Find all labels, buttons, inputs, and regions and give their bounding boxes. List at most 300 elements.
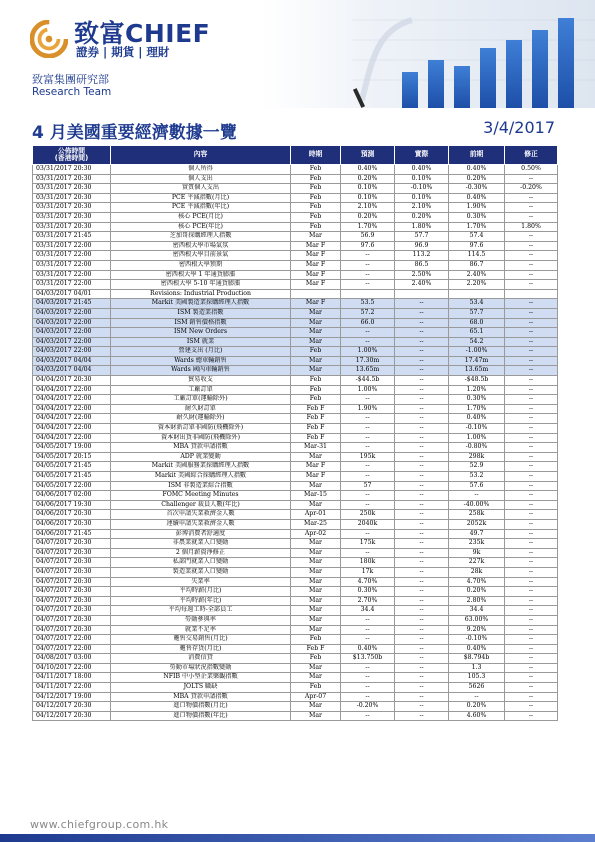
table-cell: -- — [505, 318, 558, 328]
table-cell: -- — [395, 491, 449, 501]
table-cell: FOMC Meeting Minutes — [111, 491, 291, 501]
table-cell: MBA 貸款申請指數 — [111, 692, 291, 702]
table-cell: 0.20% — [341, 212, 395, 222]
table-cell: -0.30% — [449, 184, 505, 194]
table-row — [33, 711, 558, 721]
table-cell: -- — [505, 539, 558, 549]
table-cell: Mar — [291, 587, 341, 597]
chief-logo-icon — [30, 20, 68, 58]
table-cell: 2.70% — [341, 596, 395, 606]
table-cell: 04/07/2017 20:30 — [33, 577, 111, 587]
table-cell: 資本財出貨非國防(飛機除外) — [111, 433, 291, 443]
table-cell: Feb F — [291, 644, 341, 654]
table-row — [33, 654, 558, 664]
table-row — [33, 299, 558, 309]
table-cell: -- — [505, 193, 558, 203]
table-cell: -- — [505, 654, 558, 664]
table-cell: Apr-02 — [291, 529, 341, 539]
table-cell: 貿易收支 — [111, 376, 291, 386]
table-cell: -- — [395, 587, 449, 597]
table-row — [33, 193, 558, 203]
report-date: 3/4/2017 — [483, 118, 555, 137]
table-cell: 17k — [341, 567, 395, 577]
table-cell: -- — [505, 395, 558, 405]
table-cell: 04/04/2017 20:30 — [33, 376, 111, 386]
table-cell: -- — [505, 529, 558, 539]
table-cell: 1.00% — [449, 433, 505, 443]
table-cell: JOLTS 職缺 — [111, 683, 291, 693]
table-cell: -- — [505, 491, 558, 501]
table-cell: Markit 美國服務業採購經理人指數 — [111, 462, 291, 472]
table-cell: 實質個人支出 — [111, 184, 291, 194]
table-cell: -- — [395, 385, 449, 395]
table-cell: 耐久財(運輸除外) — [111, 414, 291, 424]
table-row — [33, 347, 558, 357]
table-cell: Feb — [291, 347, 341, 357]
table-row — [33, 356, 558, 366]
table-cell: 製造業就業人口變動 — [111, 567, 291, 577]
table-row — [33, 251, 558, 261]
table-row — [33, 529, 558, 539]
table-cell: 5626 — [449, 683, 505, 693]
table-cell: -- — [505, 702, 558, 712]
table-cell: 17.30m — [341, 356, 395, 366]
table-cell: 258k — [449, 510, 505, 520]
table-cell: -- — [505, 174, 558, 184]
table-cell: Feb — [291, 165, 341, 175]
table-cell: 227k — [449, 558, 505, 568]
table-cell: 工廠訂單(運輸除外) — [111, 395, 291, 405]
table-cell: -- — [395, 558, 449, 568]
table-cell: 13.65m — [341, 366, 395, 376]
table-cell: Feb — [291, 376, 341, 386]
table-row — [33, 414, 558, 424]
table-row — [33, 462, 558, 472]
table-cell: Challenger 裁員人數(年比) — [111, 500, 291, 510]
table-cell: -- — [395, 443, 449, 453]
table-cell: -- — [341, 529, 395, 539]
table-cell: 53.5 — [341, 299, 395, 309]
table-cell: -- — [505, 260, 558, 270]
table-cell: -- — [395, 644, 449, 654]
table-cell: 2 個月薪資淨修正 — [111, 548, 291, 558]
table-cell: -- — [341, 692, 395, 702]
table-cell: 04/06/2017 19:30 — [33, 500, 111, 510]
table-cell: -- — [341, 270, 395, 280]
table-cell: 彭博消費者舒適度 — [111, 529, 291, 539]
table-cell: -- — [505, 433, 558, 443]
table-cell: Mar — [291, 337, 341, 347]
table-row — [33, 548, 558, 558]
table-row — [33, 663, 558, 673]
table-cell: 57 — [341, 481, 395, 491]
table-row — [33, 491, 558, 501]
table-cell: -- — [395, 663, 449, 673]
table-cell: 2.80% — [449, 596, 505, 606]
table-cell: 04/03/2017 22:00 — [33, 347, 111, 357]
table-row — [33, 366, 558, 376]
table-cell: 1.90% — [341, 404, 395, 414]
table-row — [33, 596, 558, 606]
table-row — [33, 395, 558, 405]
table-cell: Mar — [291, 673, 341, 683]
table-cell: 躉售存貨(月比) — [111, 644, 291, 654]
table-cell: 失業率 — [111, 577, 291, 587]
table-cell: 04/03/2017 04/01 — [33, 289, 111, 299]
table-cell — [395, 289, 449, 299]
table-cell: 耐久財訂單 — [111, 404, 291, 414]
brand-en: CHIEF — [125, 19, 211, 48]
table-cell: Mar F — [291, 299, 341, 309]
table-cell: 1.00% — [341, 347, 395, 357]
table-cell: -- — [505, 385, 558, 395]
table-row — [33, 241, 558, 251]
table-row — [33, 232, 558, 242]
table-cell: Mar — [291, 366, 341, 376]
table-cell: -- — [505, 251, 558, 261]
table-cell: Feb — [291, 174, 341, 184]
table-row — [33, 481, 558, 491]
table-cell: 04/06/2017 20:30 — [33, 519, 111, 529]
table-cell: 57.7 — [449, 308, 505, 318]
table-row — [33, 606, 558, 616]
table-row — [33, 452, 558, 462]
table-cell: 54.2 — [449, 337, 505, 347]
table-row — [33, 165, 558, 175]
table-cell: Mar — [291, 606, 341, 616]
table-cell: Mar — [291, 232, 341, 242]
table-cell: 52.9 — [449, 462, 505, 472]
table-cell: -- — [341, 424, 395, 434]
table-cell: Feb F — [291, 404, 341, 414]
table-cell: -- — [395, 596, 449, 606]
table-cell: -- — [395, 299, 449, 309]
table-cell: -- — [395, 337, 449, 347]
table-cell: Feb — [291, 184, 341, 194]
table-row — [33, 222, 558, 232]
table-cell: -- — [395, 606, 449, 616]
table-cell: -1.00% — [449, 347, 505, 357]
table-row — [33, 587, 558, 597]
table-cell: 04/03/2017 04/04 — [33, 356, 111, 366]
table-cell: -- — [505, 232, 558, 242]
page-title: 4 月美國重要經濟數據一覽 — [32, 123, 237, 143]
table-cell: 66.0 — [341, 318, 395, 328]
table-cell: 0.20% — [449, 587, 505, 597]
table-row — [33, 673, 558, 683]
table-cell: Mar — [291, 596, 341, 606]
table-cell: 04/07/2017 20:30 — [33, 587, 111, 597]
table-cell: -- — [505, 558, 558, 568]
table-cell: 03/31/2017 22:00 — [33, 241, 111, 251]
table-cell: 04/12/2017 20:30 — [33, 711, 111, 721]
table-cell: Mar — [291, 539, 341, 549]
table-cell: -- — [395, 376, 449, 386]
table-cell: -- — [341, 433, 395, 443]
table-cell: 235k — [449, 539, 505, 549]
table-row — [33, 443, 558, 453]
table-cell: Mar F — [291, 241, 341, 251]
table-body — [33, 165, 558, 721]
table-cell: 04/07/2017 20:30 — [33, 615, 111, 625]
table-cell: -- — [395, 472, 449, 482]
table-row — [33, 260, 558, 270]
table-cell: 04/11/2017 18:00 — [33, 673, 111, 683]
table-row — [33, 424, 558, 434]
table-cell: -- — [341, 663, 395, 673]
table-cell: -- — [395, 356, 449, 366]
table-row — [33, 203, 558, 213]
table-cell: Mar F — [291, 270, 341, 280]
table-cell: Apr-07 — [291, 692, 341, 702]
table-cell: Feb — [291, 222, 341, 232]
column-header: 預測 — [341, 146, 395, 165]
table-cell: 04/05/2017 21:45 — [33, 462, 111, 472]
table-cell: -- — [395, 615, 449, 625]
table-cell: -0.10% — [449, 424, 505, 434]
table-cell: 勞動市場狀況指數變動 — [111, 663, 291, 673]
table-cell: -- — [341, 337, 395, 347]
table-cell: Feb — [291, 654, 341, 664]
table-cell: 勞動參與率 — [111, 615, 291, 625]
table-cell: Wards 總車輛銷售 — [111, 356, 291, 366]
table-cell: Mar-15 — [291, 491, 341, 501]
table-cell: Feb — [291, 385, 341, 395]
table-cell: Mar — [291, 452, 341, 462]
table-row — [33, 500, 558, 510]
table-row — [33, 328, 558, 338]
table-cell: 53.4 — [449, 299, 505, 309]
table-cell: -- — [505, 452, 558, 462]
table-cell: 65.1 — [449, 328, 505, 338]
table-cell: 86.5 — [395, 260, 449, 270]
table-cell: -- — [341, 251, 395, 261]
table-cell: Mar — [291, 711, 341, 721]
table-cell: 04/12/2017 19:00 — [33, 692, 111, 702]
table-row — [33, 510, 558, 520]
table-cell: 0.10% — [395, 193, 449, 203]
table-cell: 03/31/2017 20:30 — [33, 212, 111, 222]
table-cell: -- — [395, 683, 449, 693]
table-cell: -- — [505, 548, 558, 558]
table-cell: Mar — [291, 702, 341, 712]
table-cell: 0.20% — [449, 702, 505, 712]
table-cell: 0.40% — [449, 165, 505, 175]
table-cell: 1.70% — [449, 404, 505, 414]
table-cell: 04/06/2017 21:45 — [33, 529, 111, 539]
table-cell: 9k — [449, 548, 505, 558]
table-cell: 0.10% — [395, 174, 449, 184]
table-cell: 04/08/2017 03:00 — [33, 654, 111, 664]
table-cell: 04/07/2017 20:30 — [33, 548, 111, 558]
table-cell: -- — [505, 414, 558, 424]
table-cell: 28k — [449, 567, 505, 577]
table-row — [33, 692, 558, 702]
table-cell: 密西根大學 1 年通貨膨脹 — [111, 270, 291, 280]
table-cell: 175k — [341, 539, 395, 549]
table-cell: -- — [395, 529, 449, 539]
table-cell: 68.0 — [449, 318, 505, 328]
table-cell: 57.6 — [449, 481, 505, 491]
table-cell: 97.6 — [341, 241, 395, 251]
table-cell: -- — [395, 510, 449, 520]
table-cell: ISM 製造業指數 — [111, 308, 291, 318]
table-cell: -- — [395, 673, 449, 683]
table-cell: -0.80% — [449, 443, 505, 453]
table-cell: 13.65m — [449, 366, 505, 376]
table-cell: -- — [395, 328, 449, 338]
table-cell: 04/03/2017 22:00 — [33, 328, 111, 338]
table-cell: 03/31/2017 22:00 — [33, 251, 111, 261]
table-cell: ISM New Orders — [111, 328, 291, 338]
table-cell: 0.50% — [505, 165, 558, 175]
table-cell: -- — [505, 366, 558, 376]
table-cell: 04/03/2017 04/04 — [33, 366, 111, 376]
table-row — [33, 404, 558, 414]
table-cell: -- — [395, 462, 449, 472]
table-cell: -- — [505, 443, 558, 453]
table-row — [33, 433, 558, 443]
table-cell: 平均時薪(月比) — [111, 587, 291, 597]
table-cell: -40.00% — [449, 500, 505, 510]
table-cell: 04/04/2017 22:00 — [33, 414, 111, 424]
table-row — [33, 184, 558, 194]
table-cell: Mar — [291, 558, 341, 568]
column-header: 時期 — [291, 146, 341, 165]
table-row — [33, 539, 558, 549]
table-cell: 0.30% — [341, 587, 395, 597]
table-cell — [341, 289, 395, 299]
table-cell: 1.20% — [449, 385, 505, 395]
table-cell: -- — [449, 491, 505, 501]
page-header — [0, 0, 595, 108]
table-cell: -- — [395, 548, 449, 558]
table-cell: 連續申請失業救濟金人數 — [111, 519, 291, 529]
table-cell: -- — [505, 692, 558, 702]
table-cell: 0.10% — [341, 193, 395, 203]
table-cell: Feb — [291, 635, 341, 645]
table-cell: 04/07/2017 20:30 — [33, 625, 111, 635]
table-cell: 4.70% — [449, 577, 505, 587]
table-cell: 49.7 — [449, 529, 505, 539]
table-cell: 298k — [449, 452, 505, 462]
column-header: 前期 — [449, 146, 505, 165]
table-row — [33, 615, 558, 625]
table-cell: 0.40% — [449, 644, 505, 654]
table-cell: 114.5 — [449, 251, 505, 261]
table-cell: -- — [395, 424, 449, 434]
table-cell: 平均時薪(年比) — [111, 596, 291, 606]
table-row — [33, 702, 558, 712]
table-cell: 1.3 — [449, 663, 505, 673]
table-cell: -- — [395, 404, 449, 414]
table-cell: 03/31/2017 22:00 — [33, 270, 111, 280]
table-cell: 17.47m — [449, 356, 505, 366]
table-cell: Feb F — [291, 424, 341, 434]
table-cell: Mar F — [291, 462, 341, 472]
table-cell: Mar — [291, 308, 341, 318]
table-cell: -- — [505, 424, 558, 434]
table-cell: 4.60% — [449, 711, 505, 721]
table-cell: 04/04/2017 22:00 — [33, 433, 111, 443]
table-cell: 0.40% — [395, 165, 449, 175]
table-cell: -- — [341, 462, 395, 472]
table-cell: 57.4 — [449, 232, 505, 242]
table-cell: Mar — [291, 500, 341, 510]
table-cell: 首次申請失業救濟金人數 — [111, 510, 291, 520]
table-row — [33, 558, 558, 568]
table-cell: 非農業就業人口變動 — [111, 539, 291, 549]
table-cell: 04/07/2017 20:30 — [33, 558, 111, 568]
table-cell: 04/04/2017 22:00 — [33, 404, 111, 414]
table-cell: 0.40% — [341, 644, 395, 654]
table-cell: Mar — [291, 615, 341, 625]
table-cell: -- — [395, 481, 449, 491]
table-cell: -- — [505, 663, 558, 673]
table-cell: 03/31/2017 20:30 — [33, 174, 111, 184]
table-cell: Mar F — [291, 280, 341, 290]
table-cell: -- — [505, 404, 558, 414]
table-cell: 86.7 — [449, 260, 505, 270]
table-cell: 1.80% — [395, 222, 449, 232]
table-cell: 105.3 — [449, 673, 505, 683]
column-header: 修正 — [505, 146, 558, 165]
table-header-row — [33, 146, 558, 165]
table-cell: -- — [341, 615, 395, 625]
table-cell: Feb F — [291, 414, 341, 424]
table-cell: -- — [449, 692, 505, 702]
table-row — [33, 635, 558, 645]
table-cell: 0.40% — [341, 165, 395, 175]
table-row — [33, 519, 558, 529]
table-cell: -0.20% — [341, 702, 395, 712]
table-cell: Feb — [291, 395, 341, 405]
table-cell: 2.40% — [449, 270, 505, 280]
table-cell: -- — [505, 635, 558, 645]
table-cell: Wards 國內車輛銷售 — [111, 366, 291, 376]
table-cell: -- — [395, 347, 449, 357]
table-row — [33, 308, 558, 318]
table-cell: -- — [505, 212, 558, 222]
footer-url[interactable]: www.chiefgroup.com.hk — [30, 818, 169, 831]
table-cell: -- — [341, 260, 395, 270]
table-cell: 私部門就業人口變動 — [111, 558, 291, 568]
table-cell: 04/04/2017 22:00 — [33, 424, 111, 434]
table-cell: -- — [395, 654, 449, 664]
table-cell: 04/04/2017 22:00 — [33, 385, 111, 395]
table-row — [33, 385, 558, 395]
brand-tagline: 證券 | 期貨 | 理財 — [76, 45, 170, 59]
table-cell: 4.70% — [341, 577, 395, 587]
table-cell: 1.70% — [341, 222, 395, 232]
table-cell — [449, 289, 505, 299]
table-cell: 63.00% — [449, 615, 505, 625]
table-row — [33, 376, 558, 386]
economic-data-table — [32, 145, 558, 721]
table-cell: -- — [395, 692, 449, 702]
table-cell: -- — [395, 539, 449, 549]
table-cell: 個人所得 — [111, 165, 291, 175]
table-cell: 04/07/2017 22:00 — [33, 644, 111, 654]
table-row — [33, 577, 558, 587]
table-row — [33, 270, 558, 280]
table-row — [33, 625, 558, 635]
table-cell: -- — [505, 328, 558, 338]
table-cell: 195k — [341, 452, 395, 462]
table-cell: 消費信貸 — [111, 654, 291, 664]
table-cell: -- — [395, 625, 449, 635]
table-cell: 04/07/2017 20:30 — [33, 606, 111, 616]
